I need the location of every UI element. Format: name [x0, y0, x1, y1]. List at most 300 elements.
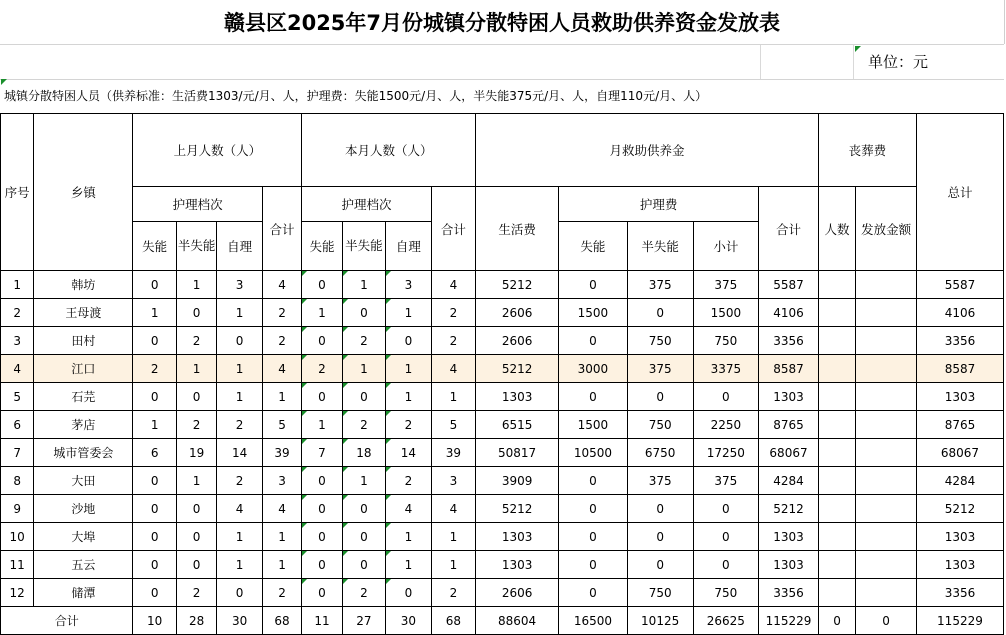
cell-t-sum[interactable] — [431, 327, 476, 355]
cell-l-dis[interactable] — [133, 523, 176, 551]
cell-c-dis[interactable] — [559, 523, 628, 551]
cell-l-semi[interactable] — [176, 439, 216, 467]
cell-c-sub[interactable] — [693, 271, 759, 299]
cell-l-self[interactable] — [217, 271, 262, 299]
cell-text: 0 — [589, 557, 597, 572]
cell-t-semi[interactable] — [342, 299, 385, 327]
cell-town[interactable] — [34, 271, 133, 299]
cell-aid-sum[interactable] — [759, 327, 819, 355]
cell-t-self[interactable] — [386, 495, 431, 523]
cell-c-dis[interactable] — [559, 271, 628, 299]
cell-l-semi[interactable] — [176, 327, 216, 355]
cell-t-dis[interactable] — [302, 383, 342, 411]
cell-text: 1303 — [773, 557, 804, 572]
cell-c-sub[interactable] — [693, 579, 759, 607]
cell-total[interactable] — [916, 355, 1003, 383]
cell-c-semi[interactable] — [627, 299, 693, 327]
cell-text: 375 — [648, 473, 672, 488]
cell-t-semi[interactable] — [342, 439, 385, 467]
cell-total[interactable] — [916, 299, 1003, 327]
cell-l-self[interactable] — [217, 495, 262, 523]
cell-t-self[interactable] — [386, 383, 431, 411]
cell-f-amt[interactable] — [856, 327, 917, 355]
cell-town[interactable] — [34, 299, 133, 327]
cell-text: 39 — [274, 445, 290, 460]
cell-c-semi[interactable] — [627, 523, 693, 551]
cell-l-sum[interactable] — [262, 495, 301, 523]
total-l-dis[interactable]: 10 — [133, 607, 176, 635]
cell-text: 8765 — [944, 417, 976, 432]
cell-text: 2 — [192, 585, 201, 600]
cell-text: 1 — [235, 389, 244, 404]
cell-l-semi[interactable] — [176, 271, 216, 299]
cell-living[interactable] — [476, 299, 559, 327]
cell-c-dis[interactable] — [559, 299, 628, 327]
cell-living[interactable] — [476, 355, 559, 383]
total-c-sub[interactable]: 26625 — [693, 607, 759, 635]
cell-t-sum[interactable] — [431, 383, 476, 411]
cell-c-dis[interactable] — [559, 411, 628, 439]
cell-f-amt[interactable] — [856, 551, 917, 579]
cell-l-dis[interactable] — [133, 439, 176, 467]
cell-seq[interactable] — [1, 579, 34, 607]
cell-aid-sum[interactable] — [759, 411, 819, 439]
cell-text: 0 — [589, 473, 597, 488]
cell-text: 750 — [714, 585, 738, 600]
cell-l-sum[interactable] — [262, 383, 301, 411]
cell-total[interactable] — [916, 551, 1003, 579]
cell-marker-icon — [386, 327, 391, 332]
cell-text: 2 — [278, 305, 286, 320]
cell-living[interactable] — [476, 551, 559, 579]
cell-seq[interactable] — [1, 271, 34, 299]
cell-aid-sum[interactable] — [759, 355, 819, 383]
cell-text: 1 — [360, 473, 368, 488]
cell-t-semi[interactable] — [342, 551, 385, 579]
cell-l-sum[interactable] — [262, 439, 301, 467]
cell-l-dis[interactable] — [133, 411, 176, 439]
cell-f-num[interactable] — [818, 523, 855, 551]
cell-c-semi[interactable] — [627, 439, 693, 467]
cell-c-semi[interactable] — [627, 355, 693, 383]
cell-c-semi[interactable] — [627, 327, 693, 355]
cell-l-sum[interactable] — [262, 579, 301, 607]
cell-t-self[interactable] — [386, 327, 431, 355]
cell-f-num[interactable] — [818, 551, 855, 579]
table-row — [1, 383, 1004, 411]
cell-living[interactable] — [476, 327, 559, 355]
cell-living[interactable] — [476, 411, 559, 439]
cell-t-sum[interactable] — [431, 495, 476, 523]
cell-aid-sum[interactable] — [759, 383, 819, 411]
cell-living[interactable] — [476, 467, 559, 495]
cell-l-self[interactable] — [217, 467, 262, 495]
cell-aid-sum[interactable] — [759, 523, 819, 551]
cell-c-dis[interactable] — [559, 467, 628, 495]
cell-town[interactable] — [34, 327, 133, 355]
cell-living[interactable] — [476, 495, 559, 523]
cell-l-sum[interactable] — [262, 523, 301, 551]
cell-c-sub[interactable] — [693, 523, 759, 551]
sheet-title: 赣县区2025年7月份城镇分散特困人员救助供养资金发放表 — [0, 0, 1005, 44]
cell-aid-sum[interactable] — [759, 299, 819, 327]
cell-f-amt[interactable] — [856, 523, 917, 551]
cell-total[interactable] — [916, 383, 1003, 411]
cell-town[interactable] — [34, 355, 133, 383]
cell-f-num[interactable] — [818, 327, 855, 355]
cell-l-sum[interactable] — [262, 467, 301, 495]
cell-t-self[interactable] — [386, 271, 431, 299]
grid-line — [853, 45, 854, 79]
cell-t-self[interactable] — [386, 467, 431, 495]
cell-f-num[interactable] — [818, 495, 855, 523]
cell-aid-sum[interactable] — [759, 439, 819, 467]
cell-l-sum[interactable] — [262, 551, 301, 579]
cell-c-dis[interactable] — [559, 439, 628, 467]
cell-c-semi[interactable] — [627, 551, 693, 579]
cell-l-semi[interactable] — [176, 579, 216, 607]
total-f-amt[interactable]: 0 — [856, 607, 917, 635]
cell-t-self[interactable] — [386, 299, 431, 327]
cell-f-num[interactable] — [818, 383, 855, 411]
cell-text: 5587 — [944, 277, 976, 292]
cell-t-semi[interactable] — [342, 271, 385, 299]
cell-text: 0 — [404, 333, 413, 348]
cell-text: 1 — [235, 361, 244, 376]
cell-l-self[interactable] — [217, 579, 262, 607]
cell-seq[interactable] — [1, 467, 34, 495]
total-l-semi[interactable]: 28 — [176, 607, 216, 635]
total-total[interactable]: 115229 — [916, 607, 1003, 635]
cell-t-sum[interactable] — [431, 579, 476, 607]
cell-aid-sum[interactable] — [759, 579, 819, 607]
cell-seq[interactable] — [1, 355, 34, 383]
total-f-num[interactable]: 0 — [818, 607, 855, 635]
cell-t-self[interactable] — [386, 411, 431, 439]
cell-t-semi[interactable] — [342, 383, 385, 411]
cell-l-sum[interactable] — [262, 271, 301, 299]
cell-c-sub[interactable] — [693, 327, 759, 355]
cell-l-dis[interactable] — [133, 495, 176, 523]
cell-l-semi[interactable] — [176, 523, 216, 551]
total-c-dis[interactable]: 16500 — [559, 607, 628, 635]
cell-c-sub[interactable] — [693, 439, 759, 467]
cell-text: 5 — [449, 417, 458, 432]
cell-f-amt[interactable] — [856, 495, 917, 523]
cell-f-amt[interactable] — [856, 299, 917, 327]
cell-c-dis[interactable] — [559, 551, 628, 579]
cell-town[interactable] — [34, 551, 133, 579]
total-t-semi[interactable]: 27 — [342, 607, 385, 635]
cell-text: 39 — [445, 445, 462, 460]
cell-text: 11 — [9, 557, 25, 572]
cell-l-self[interactable] — [217, 523, 262, 551]
cell-c-sub[interactable] — [693, 495, 759, 523]
cell-text: 0 — [656, 529, 664, 544]
cell-aid-sum[interactable] — [759, 551, 819, 579]
cell-text: 7 — [13, 445, 21, 460]
cell-c-sub[interactable] — [693, 299, 759, 327]
cell-c-dis[interactable] — [559, 579, 628, 607]
cell-f-num[interactable] — [818, 467, 855, 495]
cell-t-dis[interactable] — [302, 467, 342, 495]
cell-marker-icon — [302, 495, 307, 500]
cell-town[interactable] — [34, 579, 133, 607]
cell-seq[interactable] — [1, 495, 34, 523]
cell-text: 8587 — [773, 361, 804, 376]
cell-t-self[interactable] — [386, 523, 431, 551]
cell-l-dis[interactable] — [133, 467, 176, 495]
cell-f-num[interactable] — [818, 439, 855, 467]
cell-l-semi[interactable] — [176, 383, 216, 411]
cell-t-semi[interactable] — [342, 579, 385, 607]
cell-living[interactable] — [476, 523, 559, 551]
cell-l-dis[interactable] — [133, 271, 176, 299]
cell-text: 1 — [150, 417, 159, 432]
cell-text: 2 — [404, 473, 413, 488]
cell-f-amt[interactable] — [856, 411, 917, 439]
cell-t-self[interactable] — [386, 355, 431, 383]
cell-text: 12 — [9, 585, 25, 600]
cell-marker-icon — [386, 411, 391, 416]
cell-t-sum[interactable] — [431, 551, 476, 579]
cell-t-dis[interactable] — [302, 523, 342, 551]
cell-t-semi[interactable] — [342, 523, 385, 551]
cell-text: 1 — [360, 277, 368, 292]
cell-l-dis[interactable] — [133, 551, 176, 579]
cell-town[interactable] — [34, 495, 133, 523]
total-t-dis[interactable]: 11 — [302, 607, 342, 635]
cell-text: 2 — [449, 305, 458, 320]
total-t-sum[interactable]: 68 — [431, 607, 476, 635]
cell-text: 750 — [648, 585, 672, 600]
cell-c-dis[interactable] — [559, 355, 628, 383]
cell-total[interactable] — [916, 579, 1003, 607]
cell-t-sum[interactable] — [431, 523, 476, 551]
cell-t-sum[interactable] — [431, 411, 476, 439]
cell-text: 10500 — [573, 445, 613, 460]
cell-aid-sum[interactable] — [759, 495, 819, 523]
cell-l-dis[interactable] — [133, 299, 176, 327]
subtitle-standard: 城镇分散特困人员（供养标准：生活费1303/元/月、人，护理费：失能1500元/月、人，半失能375元/月、人，自理110元/月、人） — [4, 89, 708, 103]
cell-town[interactable] — [34, 411, 133, 439]
cell-total[interactable] — [916, 271, 1003, 299]
cell-f-amt[interactable] — [856, 355, 917, 383]
cell-l-self[interactable] — [217, 551, 262, 579]
cell-f-num[interactable] — [818, 355, 855, 383]
cell-living[interactable] — [476, 439, 559, 467]
cell-l-sum[interactable] — [262, 327, 301, 355]
cell-town[interactable] — [34, 467, 133, 495]
cell-l-dis[interactable] — [133, 355, 176, 383]
cell-l-semi[interactable] — [176, 551, 216, 579]
cell-c-sub[interactable] — [693, 551, 759, 579]
cell-c-sub[interactable] — [693, 383, 759, 411]
cell-f-amt[interactable] — [856, 579, 917, 607]
cell-t-dis[interactable] — [302, 271, 342, 299]
cell-t-dis[interactable] — [302, 355, 342, 383]
cell-l-self[interactable] — [217, 411, 262, 439]
cell-c-sub[interactable] — [693, 467, 759, 495]
cell-l-semi[interactable] — [176, 411, 216, 439]
table-row — [1, 411, 1004, 439]
cell-l-semi[interactable] — [176, 495, 216, 523]
cell-seq[interactable] — [1, 327, 34, 355]
totals-label: 合计 — [1, 607, 133, 635]
cell-c-sub[interactable] — [693, 411, 759, 439]
cell-text: 0 — [192, 501, 201, 516]
cell-text: 0 — [150, 529, 159, 544]
cell-living[interactable] — [476, 579, 559, 607]
header-this-month: 本月人数（人） — [302, 114, 476, 187]
cell-text: 3 — [235, 277, 244, 292]
cell-t-dis[interactable] — [302, 439, 342, 467]
header-funeral: 丧葬费 — [818, 114, 916, 187]
cell-t-dis[interactable] — [302, 299, 342, 327]
cell-marker-icon — [302, 523, 307, 528]
cell-l-self[interactable] — [217, 327, 262, 355]
cell-text: 0 — [656, 389, 664, 404]
cell-f-num[interactable] — [818, 299, 855, 327]
cell-text: 1 — [278, 389, 286, 404]
cell-text: 1 — [235, 305, 244, 320]
cell-text: 0 — [150, 473, 159, 488]
cell-aid-sum[interactable] — [759, 467, 819, 495]
cell-l-self[interactable] — [217, 355, 262, 383]
cell-living[interactable] — [476, 383, 559, 411]
cell-seq[interactable] — [1, 439, 34, 467]
header-this-care-level: 护理档次 — [302, 187, 431, 222]
cell-text: 0 — [360, 501, 368, 516]
cell-marker-icon — [343, 523, 348, 528]
cell-f-amt[interactable] — [856, 439, 917, 467]
cell-text: 0 — [318, 473, 326, 488]
cell-t-dis[interactable] — [302, 411, 342, 439]
cell-c-semi[interactable] — [627, 411, 693, 439]
table-row — [1, 495, 1004, 523]
cell-marker-icon — [302, 355, 307, 360]
cell-l-dis[interactable] — [133, 327, 176, 355]
cell-f-num[interactable] — [818, 579, 855, 607]
cell-t-dis[interactable] — [302, 579, 342, 607]
cell-total[interactable] — [916, 411, 1003, 439]
cell-seq[interactable] — [1, 299, 34, 327]
cell-c-dis[interactable] — [559, 495, 628, 523]
cell-t-self[interactable] — [386, 551, 431, 579]
cell-l-self[interactable] — [217, 439, 262, 467]
cell-t-dis[interactable] — [302, 327, 342, 355]
cell-total[interactable] — [916, 495, 1003, 523]
total-c-semi[interactable]: 10125 — [627, 607, 693, 635]
cell-living[interactable] — [476, 271, 559, 299]
cell-t-sum[interactable] — [431, 439, 476, 467]
cell-t-sum[interactable] — [431, 271, 476, 299]
unit-label: 单位：元 — [868, 53, 929, 71]
header-last-semi: 半失能 — [176, 222, 216, 271]
cell-f-amt[interactable] — [856, 383, 917, 411]
cell-t-dis[interactable] — [302, 551, 342, 579]
cell-t-semi[interactable] — [342, 327, 385, 355]
cell-town[interactable] — [34, 523, 133, 551]
cell-f-amt[interactable] — [856, 271, 917, 299]
cell-l-self[interactable] — [217, 299, 262, 327]
cell-c-semi[interactable] — [627, 467, 693, 495]
cell-seq[interactable] — [1, 411, 34, 439]
cell-text: 2 — [278, 585, 286, 600]
cell-c-dis[interactable] — [559, 327, 628, 355]
cell-t-dis[interactable] — [302, 495, 342, 523]
cell-c-semi[interactable] — [627, 271, 693, 299]
cell-text: 0 — [589, 389, 597, 404]
cell-total[interactable] — [916, 467, 1003, 495]
cell-l-dis[interactable] — [133, 579, 176, 607]
cell-text: 0 — [318, 389, 326, 404]
cell-f-num[interactable] — [818, 411, 855, 439]
cell-t-sum[interactable] — [431, 299, 476, 327]
cell-c-sub[interactable] — [693, 355, 759, 383]
cell-total[interactable] — [916, 327, 1003, 355]
cell-t-self[interactable] — [386, 579, 431, 607]
cell-c-semi[interactable] — [627, 383, 693, 411]
cell-l-sum[interactable] — [262, 411, 301, 439]
cell-c-semi[interactable] — [627, 579, 693, 607]
cell-text: 1303 — [944, 529, 976, 544]
cell-l-semi[interactable] — [176, 299, 216, 327]
total-t-self[interactable]: 30 — [386, 607, 431, 635]
cell-text: 0 — [360, 557, 368, 572]
cell-text: 五云 — [71, 558, 96, 572]
cell-seq[interactable] — [1, 551, 34, 579]
cell-text: 0 — [589, 333, 597, 348]
cell-town[interactable] — [34, 383, 133, 411]
cell-text: 1 — [404, 389, 413, 404]
cell-l-dis[interactable] — [133, 383, 176, 411]
cell-c-dis[interactable] — [559, 383, 628, 411]
cell-t-sum[interactable] — [431, 355, 476, 383]
cell-seq[interactable] — [1, 383, 34, 411]
cell-l-self[interactable] — [217, 383, 262, 411]
cell-marker-icon — [343, 439, 348, 444]
cell-l-semi[interactable] — [176, 355, 216, 383]
cell-text: 1303 — [501, 389, 533, 404]
cell-l-semi[interactable] — [176, 467, 216, 495]
cell-t-sum[interactable] — [431, 467, 476, 495]
cell-t-semi[interactable] — [342, 495, 385, 523]
cell-t-semi[interactable] — [342, 355, 385, 383]
cell-l-sum[interactable] — [262, 355, 301, 383]
cell-aid-sum[interactable] — [759, 271, 819, 299]
total-l-self[interactable]: 30 — [217, 607, 262, 635]
cell-f-amt[interactable] — [856, 467, 917, 495]
cell-c-semi[interactable] — [627, 495, 693, 523]
cell-marker-icon — [302, 579, 307, 584]
cell-text: 王母渡 — [65, 306, 102, 320]
cell-text: 3000 — [577, 361, 609, 376]
cell-t-self[interactable] — [386, 439, 431, 467]
total-living[interactable]: 88604 — [476, 607, 559, 635]
cell-t-semi[interactable] — [342, 411, 385, 439]
total-aid-sum[interactable]: 115229 — [759, 607, 819, 635]
cell-total[interactable] — [916, 523, 1003, 551]
cell-seq[interactable] — [1, 523, 34, 551]
cell-town[interactable] — [34, 439, 133, 467]
total-l-sum[interactable]: 68 — [262, 607, 301, 635]
cell-l-sum[interactable] — [262, 299, 301, 327]
cell-f-num[interactable] — [818, 271, 855, 299]
cell-total[interactable] — [916, 439, 1003, 467]
cell-text: 2 — [235, 473, 244, 488]
cell-t-semi[interactable] — [342, 467, 385, 495]
